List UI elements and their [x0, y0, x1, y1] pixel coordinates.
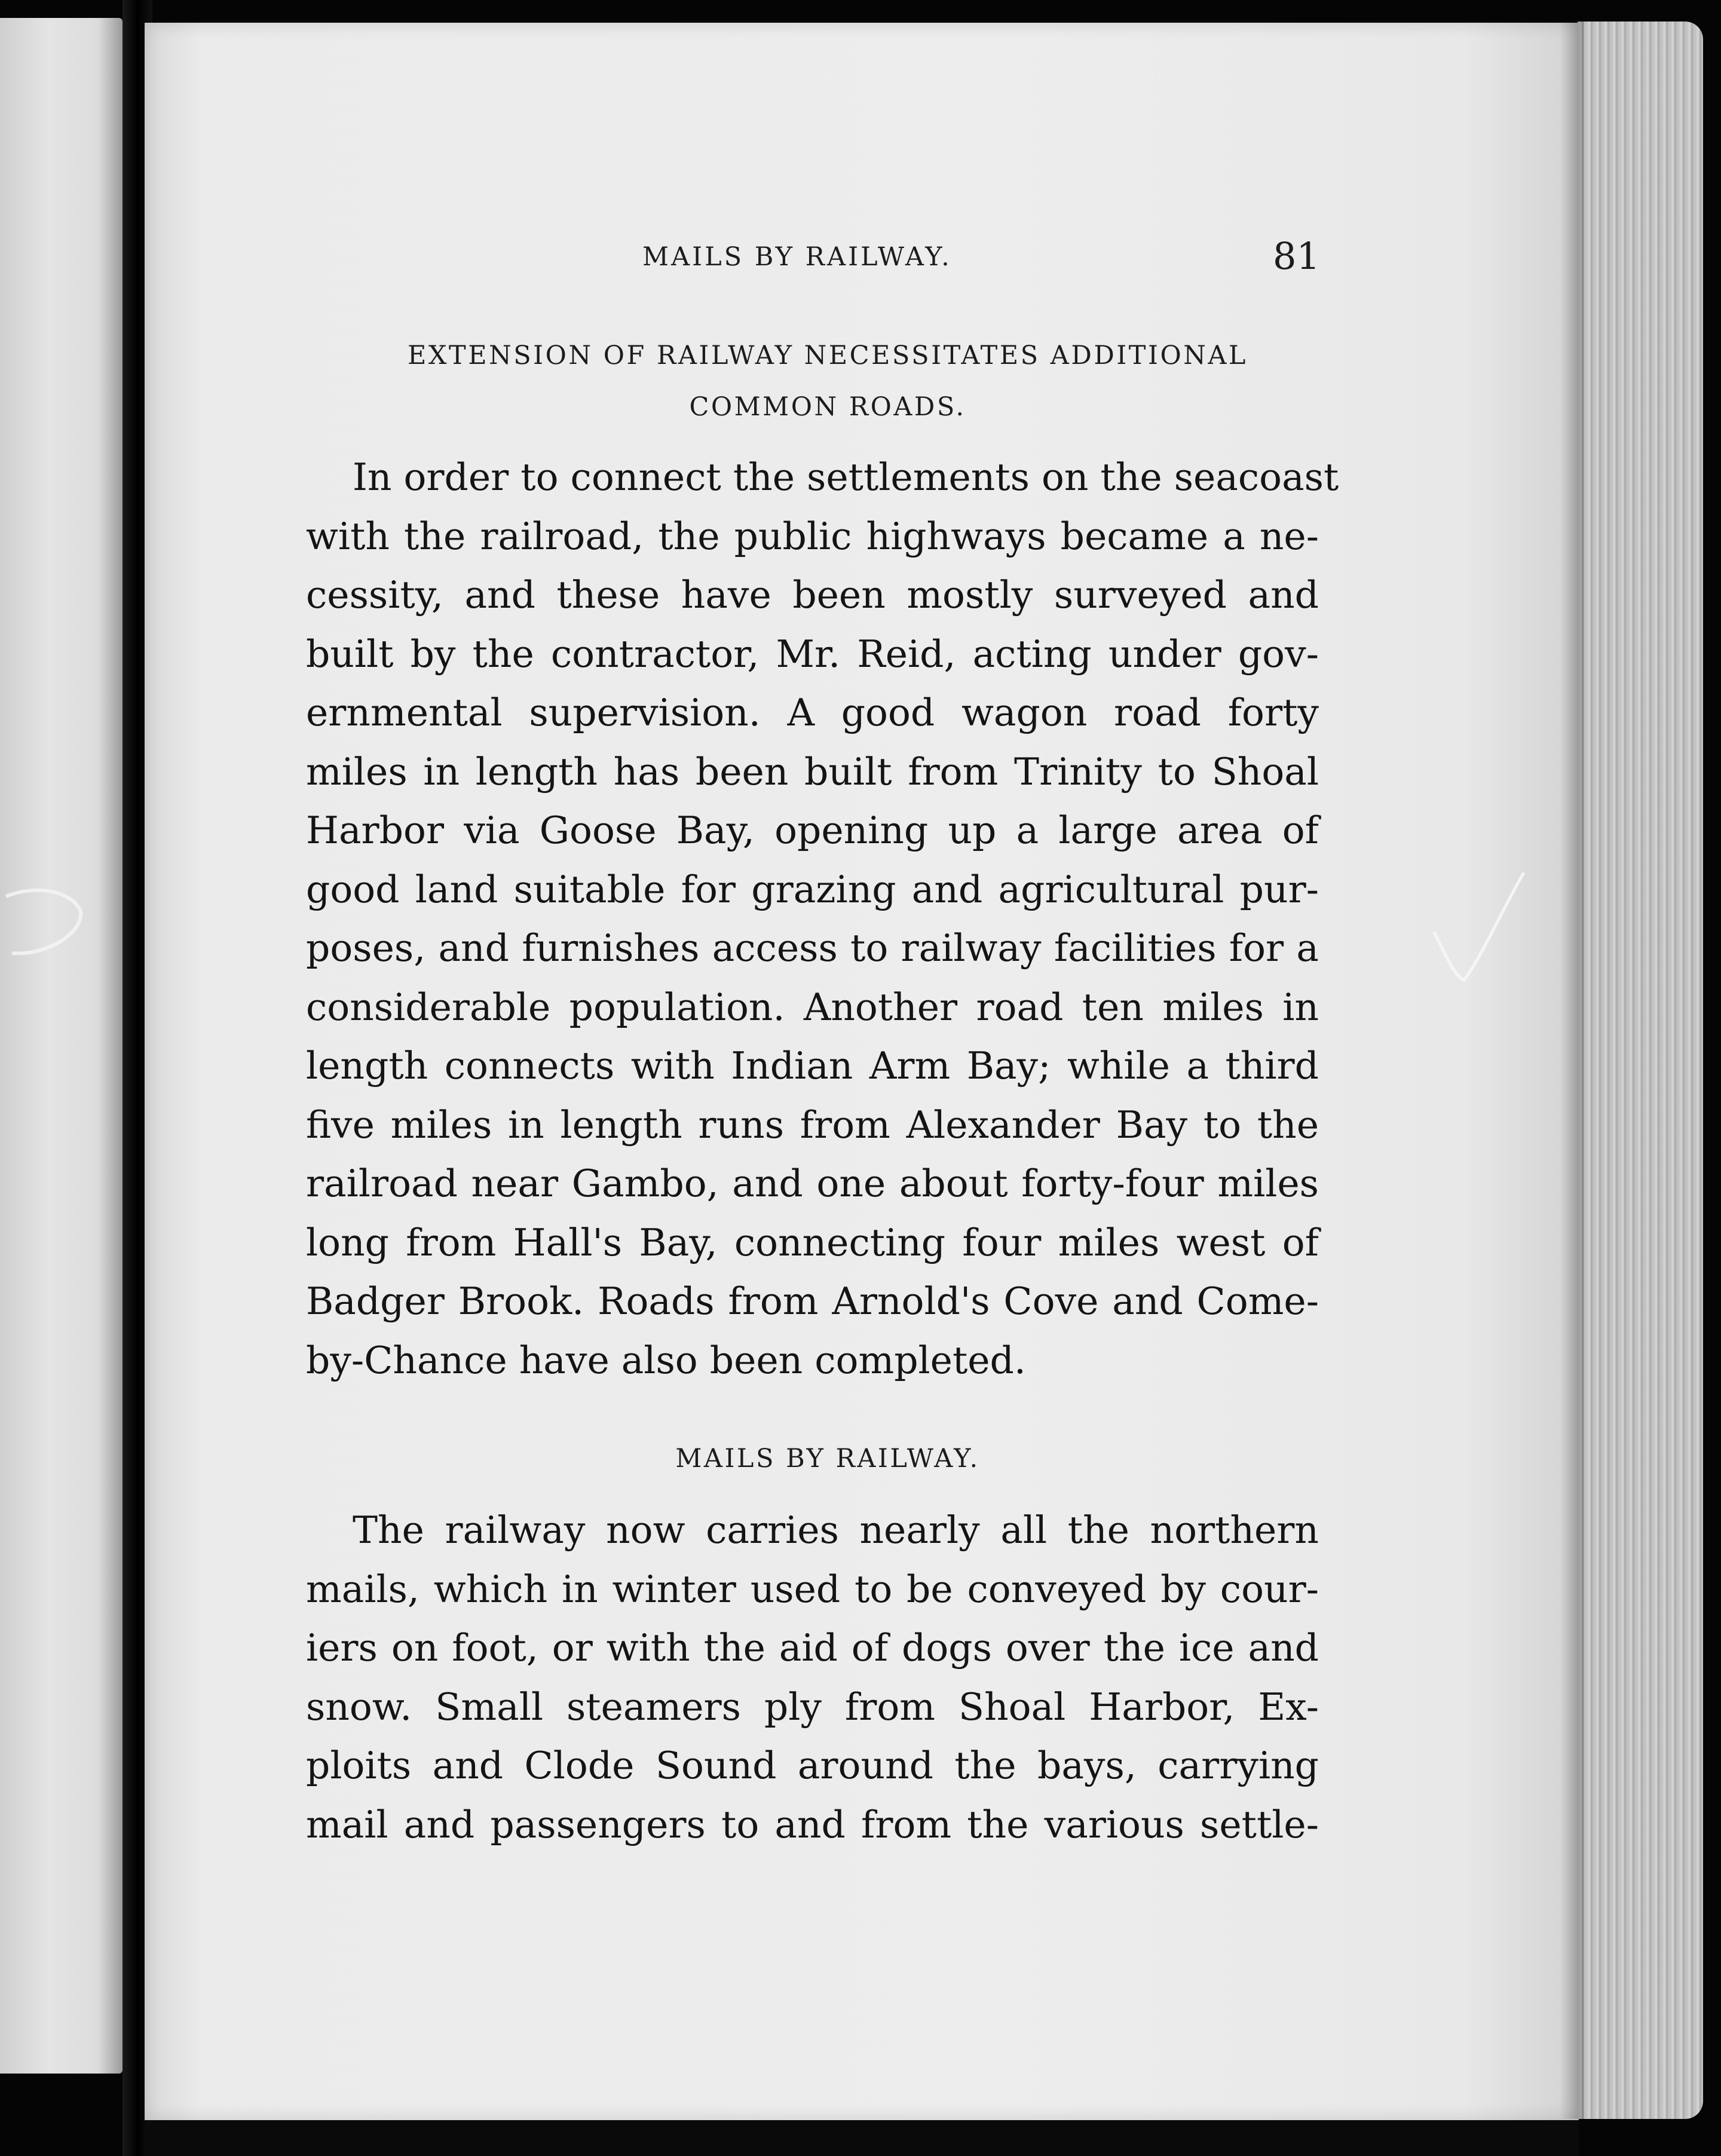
text-line: cessity, and these have been mostly surveyed and	[306, 573, 1319, 617]
paragraph-common-roads	[306, 448, 1339, 1390]
pencil-check-mark	[1422, 866, 1530, 986]
text-line: ernmental supervision. A good wagon road forty	[306, 691, 1319, 734]
text-line: five miles in length runs from Alexander Bay to the	[306, 1102, 1319, 1147]
text-line: mails, which in winter used to be conveyed by cour-	[306, 1567, 1319, 1611]
text-line: iers on foot, or with the aid of dogs over the ice and	[306, 1626, 1319, 1670]
heading-line: EXTENSION OF RAILWAY NECESSITATES ADDITIONAL	[408, 341, 1248, 370]
text-line: length connects with Indian Arm Bay; while a third	[306, 1044, 1319, 1088]
page-number: 81	[1273, 234, 1320, 278]
bottom-strip	[145, 2120, 1579, 2156]
text-line: poses, and furnishes access to railway facilities for a	[306, 926, 1319, 970]
text-line: Badger Brook. Roads from Arnold's Cove and Come-	[306, 1279, 1319, 1323]
heading-line: MAILS BY RAILWAY.	[675, 1444, 980, 1474]
text-line: with the railroad, the public highways became a ne-	[306, 514, 1319, 558]
text-line: miles in length has been built from Trinity to Shoal	[306, 749, 1319, 794]
text-line: The railway now carries nearly all the northern	[353, 1508, 1319, 1552]
text-line: mail and passengers to and from the various settle-	[306, 1802, 1319, 1846]
text-line: In order to connect the settlements on the seacoast	[353, 455, 1339, 499]
text-line: long from Hall's Bay, connecting four miles west of	[306, 1220, 1319, 1264]
smudge-mark	[0, 878, 90, 968]
facing-page-edge	[0, 18, 123, 2074]
text-line: considerable population. Another road ten miles in	[306, 985, 1319, 1029]
paragraph-mails-by-railway	[306, 1501, 1319, 1854]
heading-line: COMMON ROADS.	[689, 392, 966, 422]
section-heading-mails-by-railway	[335, 1433, 1321, 1484]
text-line: ploits and Clode Sound around the bays, carrying	[306, 1744, 1319, 1787]
text-line: built by the contractor, Mr. Reid, acting under gov-	[306, 632, 1319, 676]
text-line: Harbor via Goose Bay, opening up a large area of	[306, 808, 1319, 852]
section-heading-common-roads	[335, 330, 1321, 433]
page-edges	[1578, 22, 1703, 2119]
text-line: railroad near Gambo, and one about forty-four miles	[306, 1162, 1319, 1205]
text-line: snow. Small steamers ply from Shoal Harbor, Ex-	[306, 1685, 1319, 1729]
page-edge-shadow	[1560, 22, 1584, 2119]
text-line: good land suitable for grazing and agricultural pur-	[306, 867, 1319, 911]
running-head: MAILS BY RAILWAY.	[642, 242, 952, 272]
text-line: by-Chance have also been completed.	[306, 1338, 1026, 1382]
